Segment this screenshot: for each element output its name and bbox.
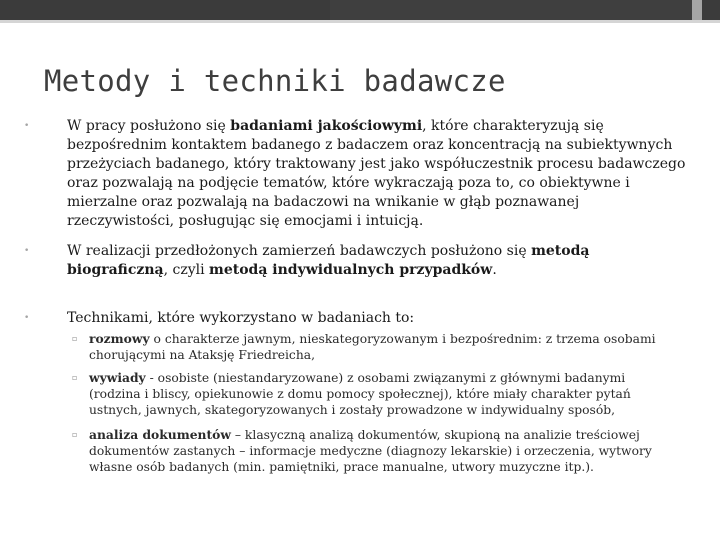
bullet-text: W pracy posłużono się [67,118,231,134]
bullet-icon: • [24,246,30,256]
sub-bullet-icon: ▫ [72,373,78,382]
top-bar-segment [0,0,330,20]
bullet-item-biographical-method [67,242,687,280]
sub-bullet-text: – klasyczną analizą dokumentów, skupioną na analizie treściowej dokumentów zastanych – informacje medyczne (diagnozy lekarskie) i orzeczenia, wytwory własne osób badanych (min. pamiętniki, prace manualne, utwory muzyczne itp.). [89,428,652,475]
slide-title: Metody i techniki badawcze [44,64,506,98]
bullet-emphasis: badaniami jakościowymi [230,118,423,134]
sub-bullet-text: - osobiste (niestandaryzowane) z osobami związanymi z głównymi badanymi (rodzina i bliscy, opiekunowie z domu pomocy społecznej), które miały charakter pytań ustnych, jawnych, skategoryzowanych i zostały prowadzone w indywidualny sposób, [89,371,631,418]
sub-bullet-term: analiza dokumentów [89,427,231,442]
bullet-item-techniques: Technikami, które wykorzystano w badaniach to: [67,310,415,326]
sub-bullet-item-conversations [89,331,679,363]
sub-bullet-icon: ▫ [72,430,78,439]
sub-bullet-text: o charakterze jawnym, nieskategoryzowanym i bezpośrednim: z trzema osobami chorującymi na Ataksję Friedreicha, [89,332,656,363]
bullet-text: , czyli [163,262,210,278]
top-bar-accent [692,0,702,20]
bullet-item-qualitative-research [67,117,687,231]
bullet-text: . [492,262,497,278]
sub-bullet-item-interviews [89,370,679,419]
sub-bullet-term: wywiady [89,370,146,385]
bullet-icon: • [24,313,30,323]
sub-bullet-icon: ▫ [72,334,78,343]
bullet-text: W realizacji przedłożonych zamierzeń badawczych posłużono się [67,243,532,259]
sub-bullet-item-document-analysis [89,427,679,476]
bullet-icon: • [24,121,30,131]
top-bar-shadow [0,20,720,23]
bullet-emphasis: metodą biograficzną [67,243,590,278]
top-bar-segment [330,0,692,20]
slide-top-bar [0,0,720,20]
bullet-text: , które charakteryzują się bezpośrednim kontaktem badanego z badaczem oraz koncentracją na subiektywnych przeżyciach badanego, który traktowany jest jako współuczestnik procesu badawczego oraz pozwalają na podjęcie tematów, które wykraczają poza to, co obiektywne i mierzalne oraz pozwalają na badaczowi na wnikanie w głąb poznawanej rzeczywistości, posługując się emocjami i intuicją. [67,118,686,229]
top-bar-segment [702,0,720,20]
sub-bullet-term: rozmowy [89,331,150,346]
bullet-emphasis: metodą indywidualnych przypadków [209,262,493,278]
